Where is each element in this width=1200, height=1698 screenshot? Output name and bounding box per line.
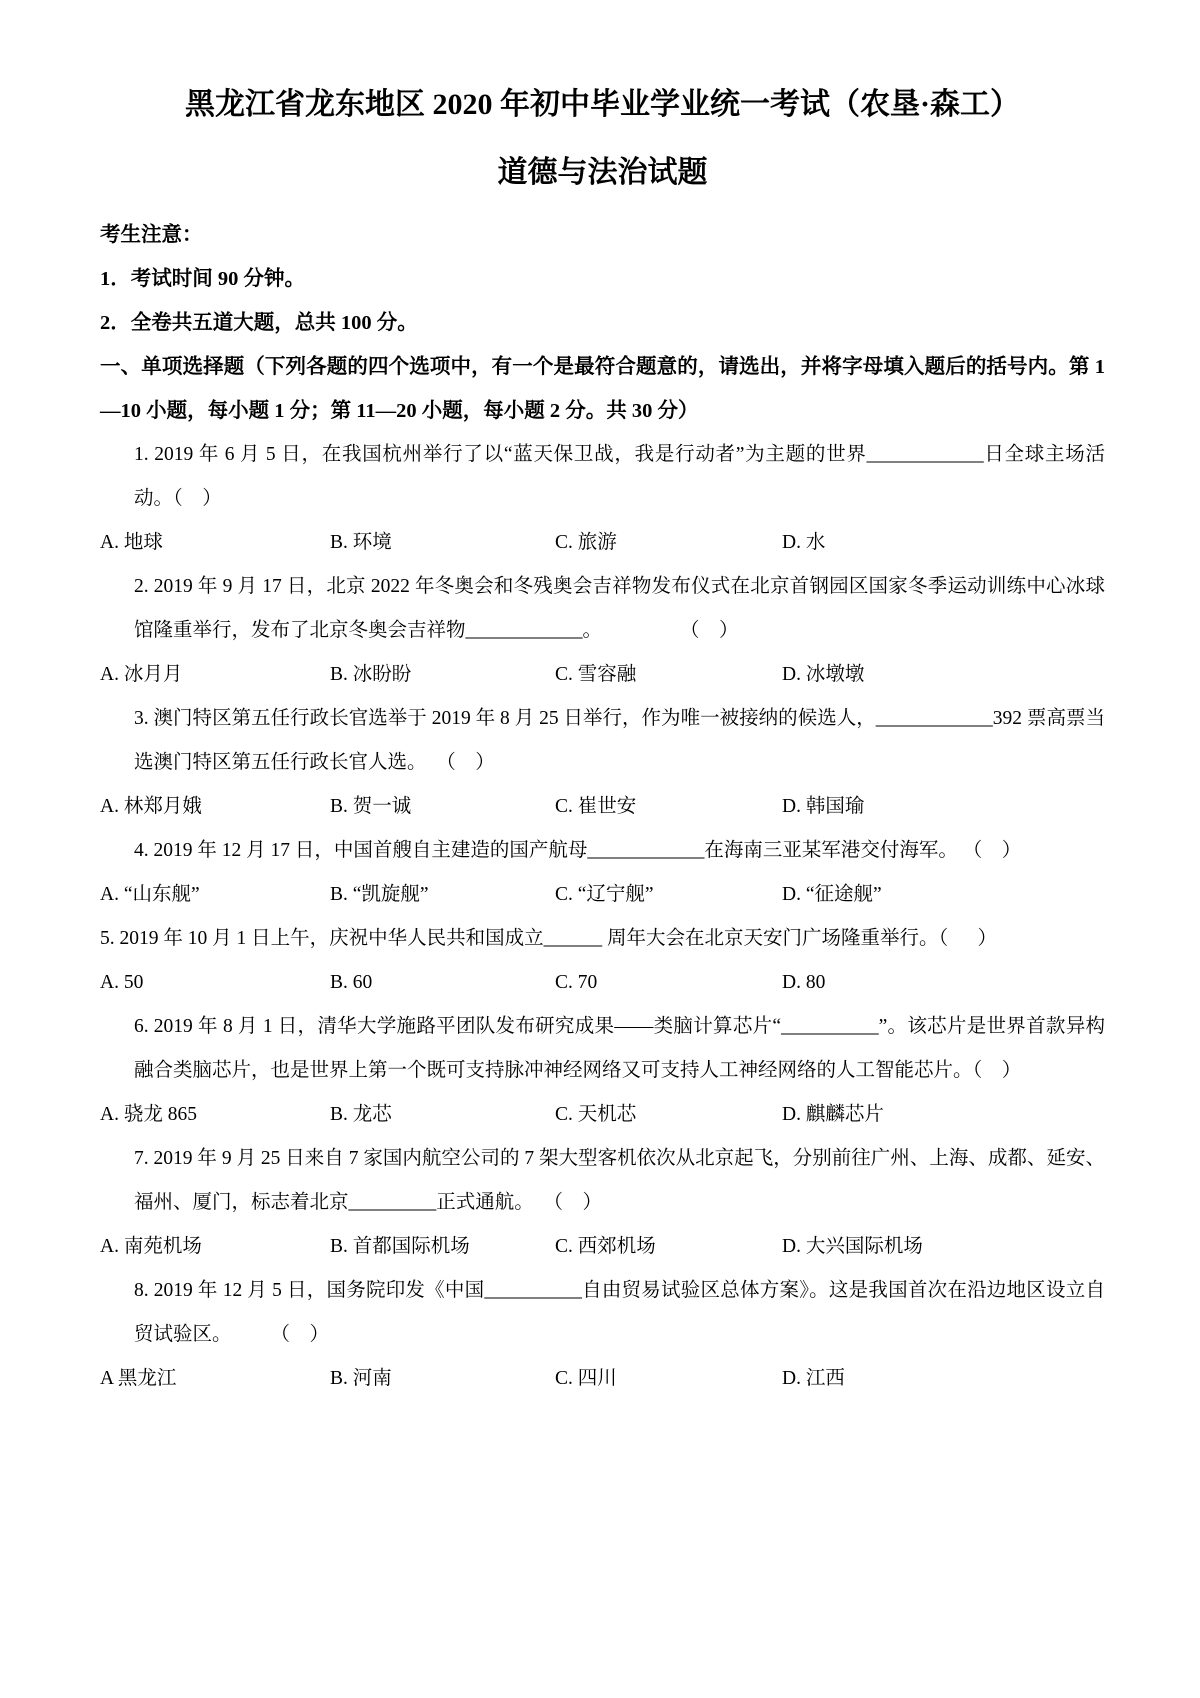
question-6-stem: 6. 2019 年 8 月 1 日，清华大学施路平团队发布研究成果——类脑计算芯片“__________”。该芯片是世界首款异构融合类脑芯片，也是世界上第一个既可支持脉冲神经网络又可支持人工神经网络的人工智能芯片。（ ） — [134, 1016, 1105, 1081]
notice-item-2: 2．全卷共五道大题，总共 100 分。 — [100, 312, 418, 334]
paper-title-line2: 道德与法治试题 — [497, 155, 708, 189]
question-6-options — [100, 1093, 1105, 1137]
question-1-options — [100, 521, 1105, 565]
paper-title-line1: 黑龙江省龙东地区 2020 年初中毕业学业统一考试（农垦·森工） — [184, 88, 1020, 121]
question-4-options — [100, 873, 1105, 917]
question-7-options — [100, 1225, 1105, 1269]
question-6 — [100, 1005, 1105, 1137]
question-3-option-a: A. 林郑月娥 — [100, 796, 202, 817]
question-1-option-c: C. 旅游 — [555, 532, 617, 553]
question-1-option-d: D. 水 — [782, 532, 826, 553]
question-8-options — [100, 1357, 1105, 1401]
question-1-option-a: A. 地球 — [100, 532, 163, 553]
question-8-option-c: C. 四川 — [555, 1368, 617, 1389]
question-2-options — [100, 653, 1105, 697]
question-3 — [100, 697, 1105, 829]
question-5-option-b: B. 60 — [330, 972, 373, 993]
question-4-option-b: B. “凯旋舰” — [330, 884, 429, 905]
question-4 — [100, 829, 1105, 917]
question-3-option-b: B. 贺一诚 — [330, 796, 412, 817]
question-2-option-c: C. 雪容融 — [555, 664, 637, 685]
question-3-option-d: D. 韩国瑜 — [782, 796, 865, 817]
question-1-option-b: B. 环境 — [330, 532, 392, 553]
question-8-option-b: B. 河南 — [330, 1368, 392, 1389]
question-7-option-b: B. 首都国际机场 — [330, 1236, 470, 1257]
question-2-option-a: A. 冰月月 — [100, 664, 183, 685]
question-5-option-d: D. 80 — [782, 972, 826, 993]
question-4-option-d: D. “征途舰” — [782, 884, 882, 905]
question-5-option-c: C. 70 — [555, 972, 598, 993]
question-4-stem: 4. 2019 年 12 月 17 日，中国首艘自主建造的国产航母____________在海南三亚某军港交付海军。 （ ） — [134, 840, 1022, 861]
question-7-option-a: A. 南苑机场 — [100, 1236, 202, 1257]
question-3-stem: 3. 澳门特区第五任行政长官选举于 2019 年 8 月 25 日举行，作为唯一被接纳的候选人，____________392 票高票当选澳门特区第五任行政长官人选。 （ ） — [134, 708, 1105, 773]
question-8-option-a: A 黑龙江 — [100, 1368, 177, 1389]
question-4-option-c: C. “辽宁舰” — [555, 884, 654, 905]
section-1-header: 一、单项选择题（下列各题的四个选项中，有一个是最符合题意的，请选出，并将字母填入题后的括号内。第 1—10 小题，每小题 1 分；第 11—20 小题，每小题 2 分。共 30 分） — [100, 356, 1105, 422]
notice-header: 考生注意： — [100, 224, 203, 246]
question-8-option-d: D. 江西 — [782, 1368, 845, 1389]
question-5-options — [100, 961, 1105, 1005]
question-1-stem: 1. 2019 年 6 月 5 日，在我国杭州举行了以“蓝天保卫战，我是行动者”为主题的世界____________日全球主场活动。（ ） — [134, 444, 1105, 509]
question-7-stem: 7. 2019 年 9 月 25 日来自 7 家国内航空公司的 7 架大型客机依次从北京起飞，分别前往广州、上海、成都、延安、福州、厦门，标志着北京_________正式通航。 （ ） — [134, 1148, 1105, 1213]
question-2 — [100, 565, 1105, 697]
question-4-option-a: A. “山东舰” — [100, 884, 200, 905]
question-1 — [100, 433, 1105, 565]
question-6-option-c: C. 天机芯 — [555, 1104, 637, 1125]
question-7-option-c: C. 西郊机场 — [555, 1236, 656, 1257]
question-2-stem: 2. 2019 年 9 月 17 日，北京 2022 年冬奥会和冬残奥会吉祥物发布仪式在北京首钢园区国家冬季运动训练中心冰球馆隆重举行，发布了北京冬奥会吉祥物____________。 （ ） — [134, 576, 1105, 641]
question-6-option-b: B. 龙芯 — [330, 1104, 392, 1125]
question-6-option-d: D. 麒麟芯片 — [782, 1104, 884, 1125]
notice-item-1: 1．考试时间 90 分钟。 — [100, 268, 305, 290]
question-2-option-b: B. 冰盼盼 — [330, 664, 412, 685]
question-8 — [100, 1269, 1105, 1401]
question-6-option-a: A. 骁龙 865 — [100, 1104, 197, 1125]
question-5-option-a: A. 50 — [100, 972, 144, 993]
question-2-option-d: D. 冰墩墩 — [782, 664, 865, 685]
question-7 — [100, 1137, 1105, 1269]
question-5 — [100, 917, 1105, 1005]
question-8-stem: 8. 2019 年 12 月 5 日，国务院印发《中国__________自由贸易试验区总体方案》。这是我国首次在沿边地区设立自贸试验区。 （ ） — [134, 1280, 1105, 1345]
question-7-option-d: D. 大兴国际机场 — [782, 1236, 923, 1257]
question-3-options — [100, 785, 1105, 829]
question-3-option-c: C. 崔世安 — [555, 796, 637, 817]
question-5-stem: 5. 2019 年 10 月 1 日上午，庆祝中华人民共和国成立______ 周年大会在北京天安门广场隆重举行。（ ） — [100, 928, 998, 949]
